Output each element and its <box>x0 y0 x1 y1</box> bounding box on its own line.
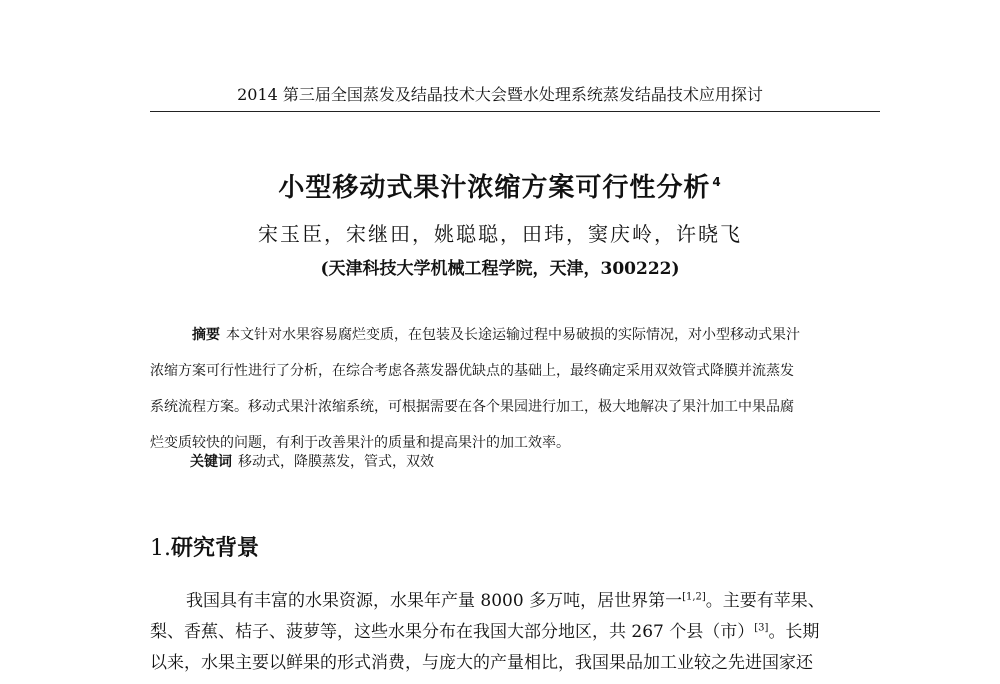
body-line <box>150 586 880 617</box>
abstract-line <box>150 317 880 353</box>
abstract-label: 摘要 <box>192 327 220 343</box>
body-text-run: 。主要有苹果、 <box>705 591 825 611</box>
body-text-run: 梨、香蕉、桔子、菠萝等，这些水果分布在我国大部分地区，共 267 个县（市） <box>150 622 755 642</box>
affiliation: (天津科技大学机械工程学院，天津，300222) <box>320 259 680 279</box>
author-list: 宋玉臣，宋继田，姚聪聪，田玮，窦庆岭，许晓飞 <box>258 222 742 246</box>
section-number: 1. <box>150 536 171 561</box>
keywords <box>190 450 890 474</box>
citation-mark: [1,2] <box>682 591 706 603</box>
body-paragraph <box>150 586 880 679</box>
section-heading <box>150 531 259 562</box>
body-line <box>150 617 880 648</box>
keywords-text: 移动式，降膜蒸发，管式，双效 <box>238 454 434 470</box>
running-header: 2014 第三届全国蒸发及结晶技术大会暨水处理系统蒸发结晶技术应用探讨 <box>237 85 763 104</box>
abstract-line: 系统流程方案。移动式果汁浓缩系统，可根据需要在各个果园进行加工，极大地解决了果汁加工中果品腐 <box>150 399 794 415</box>
keywords-label: 关键词 <box>190 454 232 470</box>
citation-mark: [3] <box>754 622 769 634</box>
body-text-run: 。长期 <box>768 622 820 642</box>
abstract-line: 烂变质较快的问题，有利于改善果汁的质量和提高果汁的加工效率。 <box>150 435 570 451</box>
header-rule <box>150 111 880 112</box>
body-text-run: 我国具有丰富的水果资源，水果年产量 8000 多万吨，居世界第一 <box>186 591 683 611</box>
paper-title <box>0 167 1000 204</box>
section-title: 研究背景 <box>171 536 260 561</box>
title-footnote-mark: 4 <box>712 175 722 190</box>
body-line <box>150 648 880 679</box>
body-text-run: 以来，水果主要以鲜果的形式消费，与庞大的产量相比，我国果品加工业较之先进国家还 <box>150 653 813 673</box>
paper-title-text: 小型移动式果汁浓缩方案可行性分析 <box>278 173 711 203</box>
abstract-line-text: 本文针对水果容易腐烂变质，在包装及长途运输过程中易破损的实际情况，对小型移动式果汁 <box>226 327 800 343</box>
abstract <box>150 317 880 461</box>
abstract-line: 浓缩方案可行性进行了分析，在综合考虑各蒸发器优缺点的基础上，最终确定采用双效管式降膜并流蒸发 <box>150 363 794 379</box>
